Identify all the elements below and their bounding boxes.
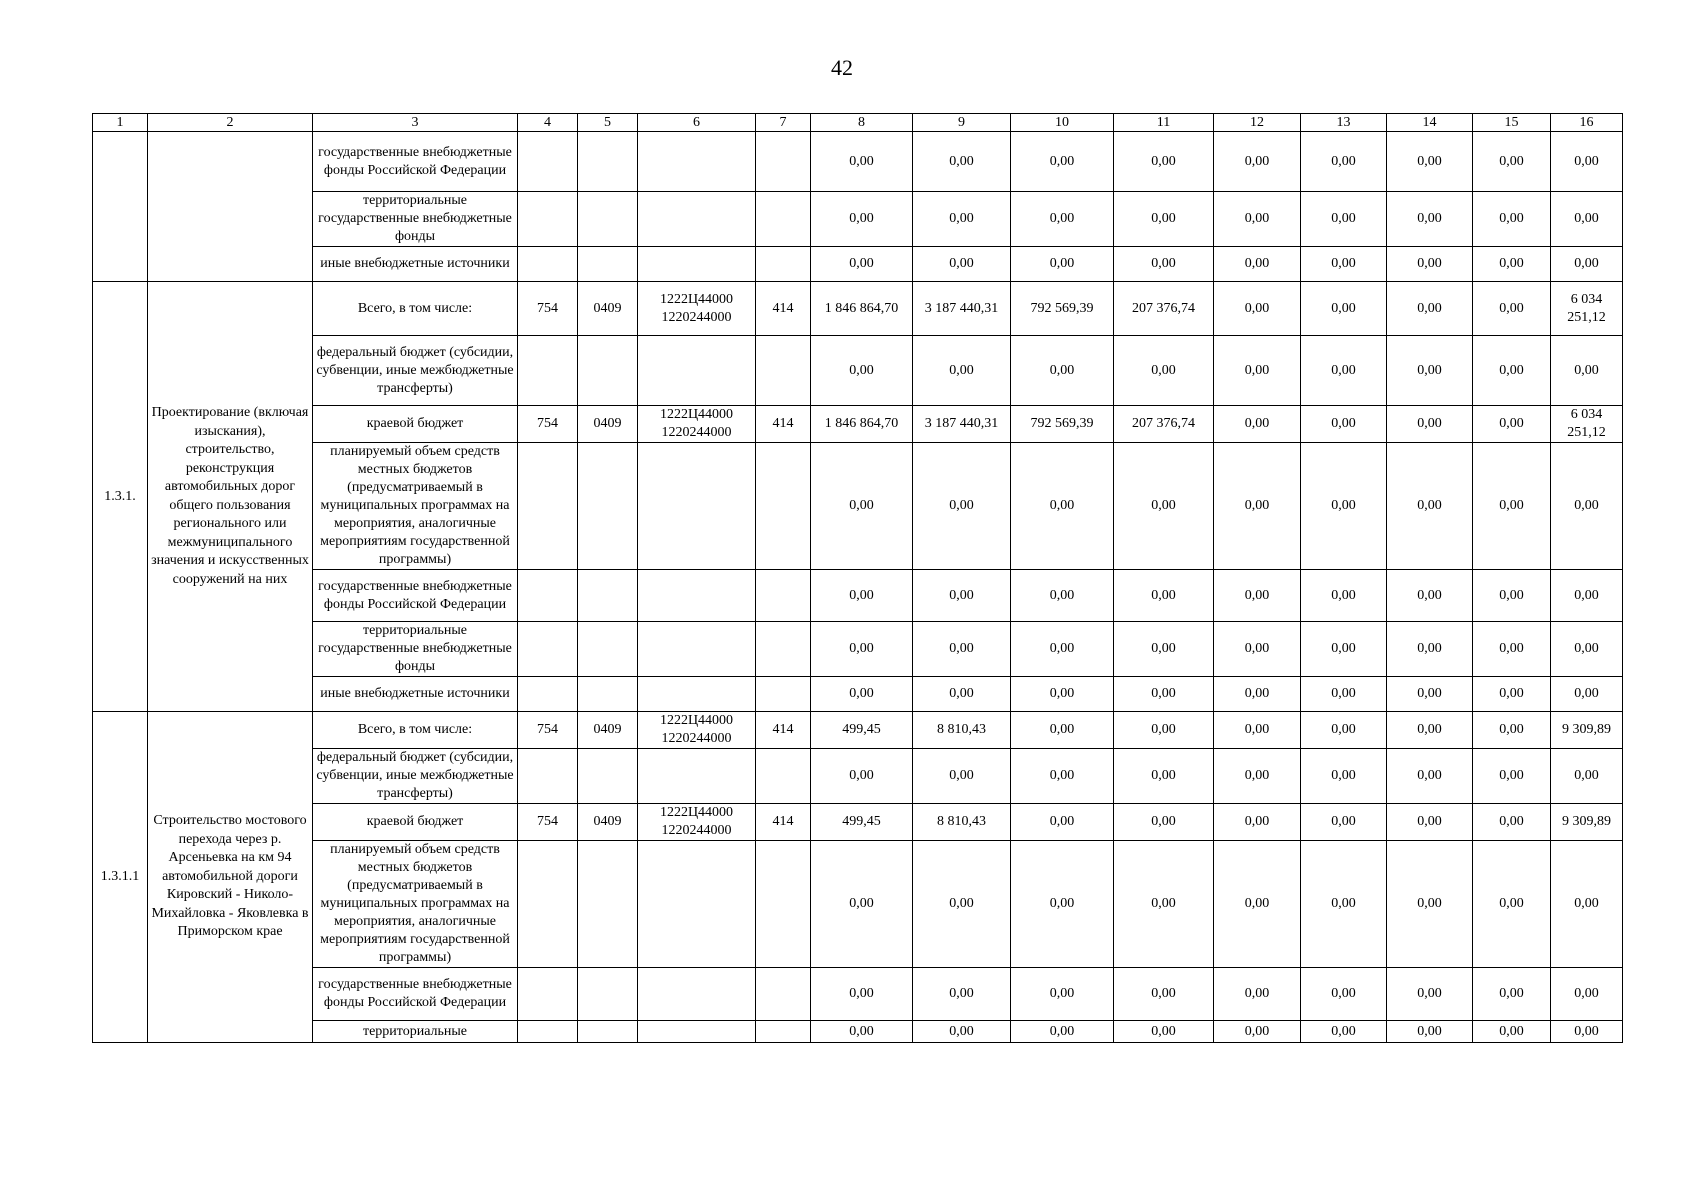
table-row — [93, 132, 1623, 192]
budget-code-cell — [638, 132, 756, 192]
expense-type: 414 — [756, 282, 811, 336]
amount-cell: 0,00 — [1473, 712, 1551, 749]
amount-cell: 0,00 — [1011, 841, 1114, 968]
budget-code-cell — [638, 247, 756, 282]
target-article — [638, 749, 756, 804]
amount-cell: 0,00 — [1011, 247, 1114, 282]
amount-cell: 0,00 — [913, 336, 1011, 406]
funding-source: планируемый объем средств местных бюджетов (предусматриваемый в муниципальных программах на мероприятия, аналогичные мероприятиям государственной программы) — [313, 443, 518, 570]
gov-code: 754 — [518, 804, 578, 841]
amount-cell: 0,00 — [1473, 968, 1551, 1021]
amount-cell: 0,00 — [1551, 968, 1623, 1021]
amount-cell: 0,00 — [1301, 406, 1387, 443]
funding-source: федеральный бюджет (субсидии, субвенции, иные межбюджетные трансферты) — [313, 749, 518, 804]
funding-source: территориальные — [313, 1021, 518, 1043]
amount-cell: 0,00 — [1114, 1021, 1214, 1043]
column-number: 12 — [1214, 114, 1301, 132]
amount-cell: 0,00 — [1301, 132, 1387, 192]
amount-cell: 0,00 — [811, 443, 913, 570]
amount-cell: 0,00 — [1114, 749, 1214, 804]
column-number: 4 — [518, 114, 578, 132]
item-code: 1.3.1. — [93, 282, 148, 712]
gov-code — [518, 968, 578, 1021]
amount-cell: 0,00 — [811, 192, 913, 247]
amount-cell: 0,00 — [913, 247, 1011, 282]
amount-cell: 792 569,39 — [1011, 406, 1114, 443]
amount-cell: 0,00 — [1301, 968, 1387, 1021]
funding-source: государственные внебюджетные фонды Российской Федерации — [313, 968, 518, 1021]
expense-type — [756, 1021, 811, 1043]
amount-cell: 0,00 — [1011, 712, 1114, 749]
amount-cell: 0,00 — [1114, 968, 1214, 1021]
section-code — [578, 749, 638, 804]
amount-cell: 0,00 — [1214, 132, 1301, 192]
budget-code-cell — [756, 247, 811, 282]
amount-cell: 0,00 — [1301, 841, 1387, 968]
budget-code-cell — [756, 132, 811, 192]
amount-cell: 9 309,89 — [1551, 804, 1623, 841]
funding-source: федеральный бюджет (субсидии, субвенции, иные межбюджетные трансферты) — [313, 336, 518, 406]
amount-cell: 0,00 — [1011, 968, 1114, 1021]
gov-code — [518, 841, 578, 968]
amount-cell: 0,00 — [1473, 1021, 1551, 1043]
amount-cell: 0,00 — [1301, 443, 1387, 570]
amount-cell: 0,00 — [1473, 247, 1551, 282]
funding-source: краевой бюджет — [313, 804, 518, 841]
amount-cell: 0,00 — [1214, 1021, 1301, 1043]
amount-cell: 0,00 — [1214, 247, 1301, 282]
amount-cell: 0,00 — [811, 336, 913, 406]
amount-cell: 0,00 — [1301, 712, 1387, 749]
amount-cell: 0,00 — [1011, 132, 1114, 192]
funding-source: территориальные государственные внебюджетные фонды — [313, 622, 518, 677]
section-code — [578, 968, 638, 1021]
amount-cell: 207 376,74 — [1114, 282, 1214, 336]
expense-type: 414 — [756, 712, 811, 749]
amount-cell: 0,00 — [1551, 677, 1623, 712]
table-row — [93, 247, 1623, 282]
amount-cell: 0,00 — [913, 132, 1011, 192]
amount-cell: 0,00 — [1551, 192, 1623, 247]
amount-cell: 1 846 864,70 — [811, 406, 913, 443]
column-number-row — [93, 114, 1623, 132]
section-code — [578, 443, 638, 570]
amount-cell: 0,00 — [1114, 192, 1214, 247]
expense-type — [756, 336, 811, 406]
expense-type — [756, 622, 811, 677]
column-number: 10 — [1011, 114, 1114, 132]
amount-cell: 0,00 — [1387, 677, 1473, 712]
amount-cell: 0,00 — [1551, 841, 1623, 968]
table-row — [93, 1021, 1623, 1043]
amount-cell: 0,00 — [1473, 192, 1551, 247]
amount-cell: 0,00 — [1011, 677, 1114, 712]
amount-cell: 792 569,39 — [1011, 282, 1114, 336]
amount-cell: 0,00 — [913, 677, 1011, 712]
amount-cell: 0,00 — [811, 749, 913, 804]
amount-cell: 0,00 — [1114, 841, 1214, 968]
amount-cell: 0,00 — [1473, 804, 1551, 841]
amount-cell: 0,00 — [1387, 406, 1473, 443]
amount-cell: 0,00 — [811, 132, 913, 192]
expense-type — [756, 570, 811, 622]
amount-cell: 0,00 — [913, 1021, 1011, 1043]
amount-cell: 0,00 — [811, 622, 913, 677]
column-number: 6 — [638, 114, 756, 132]
target-article — [638, 570, 756, 622]
column-number: 9 — [913, 114, 1011, 132]
column-number: 1 — [93, 114, 148, 132]
table-row — [93, 968, 1623, 1021]
amount-cell: 0,00 — [1214, 968, 1301, 1021]
table-row — [93, 570, 1623, 622]
funding-source: государственные внебюджетные фонды Российской Федерации — [313, 132, 518, 192]
funding-source: планируемый объем средств местных бюджетов (предусматриваемый в муниципальных программах на мероприятия, аналогичные мероприятиям государственной программы) — [313, 841, 518, 968]
funding-source: Всего, в том числе: — [313, 712, 518, 749]
amount-cell: 0,00 — [1214, 622, 1301, 677]
amount-cell: 207 376,74 — [1114, 406, 1214, 443]
funding-source: государственные внебюджетные фонды Российской Федерации — [313, 570, 518, 622]
amount-cell: 0,00 — [1387, 282, 1473, 336]
amount-cell: 1 846 864,70 — [811, 282, 913, 336]
gov-code: 754 — [518, 712, 578, 749]
section-code: 0409 — [578, 804, 638, 841]
amount-cell: 0,00 — [1214, 336, 1301, 406]
amount-cell: 3 187 440,31 — [913, 282, 1011, 336]
table-row — [93, 677, 1623, 712]
amount-cell: 0,00 — [1114, 247, 1214, 282]
amount-cell: 0,00 — [1011, 804, 1114, 841]
section-code: 0409 — [578, 282, 638, 336]
amount-cell: 0,00 — [1214, 677, 1301, 712]
target-article — [638, 968, 756, 1021]
amount-cell: 0,00 — [1387, 443, 1473, 570]
budget-code-cell — [518, 132, 578, 192]
amount-cell: 0,00 — [811, 968, 913, 1021]
item-name-cell — [148, 132, 313, 282]
amount-cell: 0,00 — [1387, 1021, 1473, 1043]
gov-code — [518, 677, 578, 712]
table-row — [93, 192, 1623, 247]
amount-cell: 0,00 — [1551, 443, 1623, 570]
amount-cell: 0,00 — [1301, 804, 1387, 841]
table-row — [93, 749, 1623, 804]
column-number: 15 — [1473, 114, 1551, 132]
expense-type — [756, 677, 811, 712]
expense-type: 414 — [756, 406, 811, 443]
amount-cell: 0,00 — [811, 570, 913, 622]
amount-cell: 0,00 — [1551, 749, 1623, 804]
column-number: 2 — [148, 114, 313, 132]
amount-cell: 0,00 — [1011, 1021, 1114, 1043]
amount-cell: 0,00 — [1473, 677, 1551, 712]
amount-cell: 0,00 — [1301, 749, 1387, 804]
column-number: 13 — [1301, 114, 1387, 132]
amount-cell: 0,00 — [1473, 282, 1551, 336]
amount-cell: 8 810,43 — [913, 712, 1011, 749]
table-row — [93, 406, 1623, 443]
amount-cell: 0,00 — [811, 1021, 913, 1043]
amount-cell: 0,00 — [1387, 712, 1473, 749]
table-row — [93, 804, 1623, 841]
amount-cell: 0,00 — [1114, 132, 1214, 192]
amount-cell: 0,00 — [913, 443, 1011, 570]
amount-cell: 0,00 — [913, 192, 1011, 247]
amount-cell: 0,00 — [811, 247, 913, 282]
column-number: 11 — [1114, 114, 1214, 132]
table-row — [93, 336, 1623, 406]
amount-cell: 0,00 — [1387, 570, 1473, 622]
amount-cell: 0,00 — [1301, 1021, 1387, 1043]
section-code — [578, 677, 638, 712]
amount-cell: 0,00 — [913, 622, 1011, 677]
amount-cell: 0,00 — [913, 749, 1011, 804]
amount-cell: 0,00 — [1387, 192, 1473, 247]
amount-cell: 0,00 — [1473, 132, 1551, 192]
section-code — [578, 570, 638, 622]
amount-cell: 0,00 — [1387, 749, 1473, 804]
target-article: 1222Ц44000 1220244000 — [638, 282, 756, 336]
amount-cell: 0,00 — [1473, 336, 1551, 406]
amount-cell: 0,00 — [1011, 336, 1114, 406]
amount-cell: 3 187 440,31 — [913, 406, 1011, 443]
amount-cell: 0,00 — [1387, 968, 1473, 1021]
amount-cell: 8 810,43 — [913, 804, 1011, 841]
table-row — [93, 622, 1623, 677]
budget-code-cell — [578, 192, 638, 247]
amount-cell: 0,00 — [1301, 570, 1387, 622]
amount-cell: 0,00 — [1551, 336, 1623, 406]
amount-cell: 0,00 — [1114, 570, 1214, 622]
gov-code — [518, 570, 578, 622]
amount-cell: 0,00 — [1214, 192, 1301, 247]
amount-cell: 0,00 — [1011, 570, 1114, 622]
table-row — [93, 841, 1623, 968]
section-code — [578, 1021, 638, 1043]
amount-cell: 0,00 — [1011, 192, 1114, 247]
target-article — [638, 841, 756, 968]
budget-code-cell — [578, 132, 638, 192]
amount-cell: 0,00 — [1387, 841, 1473, 968]
amount-cell: 0,00 — [1114, 336, 1214, 406]
expense-type: 414 — [756, 804, 811, 841]
budget-code-cell — [756, 192, 811, 247]
gov-code — [518, 1021, 578, 1043]
page-number: 42 — [831, 55, 853, 80]
amount-cell: 0,00 — [1011, 622, 1114, 677]
target-article — [638, 1021, 756, 1043]
funding-source: иные внебюджетные источники — [313, 247, 518, 282]
amount-cell: 0,00 — [1011, 749, 1114, 804]
amount-cell: 0,00 — [1301, 677, 1387, 712]
budget-code-cell — [518, 192, 578, 247]
amount-cell: 0,00 — [1301, 622, 1387, 677]
table-row — [93, 443, 1623, 570]
amount-cell: 0,00 — [1214, 443, 1301, 570]
column-number: 16 — [1551, 114, 1623, 132]
amount-cell: 0,00 — [1114, 622, 1214, 677]
amount-cell: 0,00 — [1473, 406, 1551, 443]
target-article: 1222Ц44000 1220244000 — [638, 406, 756, 443]
amount-cell: 0,00 — [1214, 841, 1301, 968]
target-article — [638, 677, 756, 712]
amount-cell: 0,00 — [1473, 841, 1551, 968]
amount-cell: 6 034 251,12 — [1551, 282, 1623, 336]
amount-cell: 0,00 — [1387, 336, 1473, 406]
column-number: 14 — [1387, 114, 1473, 132]
section-code: 0409 — [578, 406, 638, 443]
item-name: Строительство мостового перехода через р. Арсеньевка на км 94 автомобильной дороги Кировский - Николо-Михайловка - Яковлевка в Приморском крае — [148, 712, 313, 1043]
amount-cell: 0,00 — [1473, 570, 1551, 622]
column-number: 3 — [313, 114, 518, 132]
gov-code — [518, 749, 578, 804]
section-code — [578, 622, 638, 677]
expense-type — [756, 968, 811, 1021]
amount-cell: 0,00 — [1551, 1021, 1623, 1043]
budget-code-cell — [638, 192, 756, 247]
amount-cell: 0,00 — [1473, 622, 1551, 677]
amount-cell: 0,00 — [811, 841, 913, 968]
amount-cell: 0,00 — [811, 677, 913, 712]
amount-cell: 0,00 — [1214, 749, 1301, 804]
funding-source: Всего, в том числе: — [313, 282, 518, 336]
gov-code: 754 — [518, 282, 578, 336]
amount-cell: 0,00 — [1473, 749, 1551, 804]
amount-cell: 0,00 — [1114, 677, 1214, 712]
amount-cell: 9 309,89 — [1551, 712, 1623, 749]
amount-cell: 0,00 — [913, 968, 1011, 1021]
amount-cell: 0,00 — [1551, 247, 1623, 282]
amount-cell: 0,00 — [1214, 804, 1301, 841]
section-code — [578, 336, 638, 406]
amount-cell: 0,00 — [1551, 570, 1623, 622]
column-number: 8 — [811, 114, 913, 132]
amount-cell: 0,00 — [913, 841, 1011, 968]
gov-code — [518, 336, 578, 406]
funding-source: территориальные государственные внебюджетные фонды — [313, 192, 518, 247]
amount-cell: 0,00 — [1214, 406, 1301, 443]
amount-cell: 6 034 251,12 — [1551, 406, 1623, 443]
amount-cell: 0,00 — [1301, 192, 1387, 247]
section-code — [578, 841, 638, 968]
amount-cell: 0,00 — [1387, 132, 1473, 192]
amount-cell: 499,45 — [811, 712, 913, 749]
amount-cell: 0,00 — [1301, 336, 1387, 406]
amount-cell: 0,00 — [1114, 443, 1214, 570]
amount-cell: 0,00 — [1387, 622, 1473, 677]
amount-cell: 0,00 — [913, 570, 1011, 622]
item-code: 1.3.1.1 — [93, 712, 148, 1043]
target-article: 1222Ц44000 1220244000 — [638, 712, 756, 749]
budget-code-cell — [578, 247, 638, 282]
funding-source: иные внебюджетные источники — [313, 677, 518, 712]
amount-cell: 0,00 — [1301, 247, 1387, 282]
column-number: 5 — [578, 114, 638, 132]
amount-cell: 0,00 — [1387, 247, 1473, 282]
column-number: 7 — [756, 114, 811, 132]
funding-source: краевой бюджет — [313, 406, 518, 443]
target-article — [638, 622, 756, 677]
amount-cell: 0,00 — [1551, 132, 1623, 192]
gov-code — [518, 622, 578, 677]
target-article — [638, 443, 756, 570]
budget-table — [92, 113, 1623, 1043]
item-code-cell — [93, 132, 148, 282]
amount-cell: 0,00 — [1114, 804, 1214, 841]
amount-cell: 0,00 — [1551, 622, 1623, 677]
table-row — [93, 712, 1623, 749]
amount-cell: 0,00 — [1011, 443, 1114, 570]
expense-type — [756, 841, 811, 968]
expense-type — [756, 443, 811, 570]
amount-cell: 0,00 — [1214, 282, 1301, 336]
section-code: 0409 — [578, 712, 638, 749]
amount-cell: 0,00 — [1473, 443, 1551, 570]
amount-cell: 499,45 — [811, 804, 913, 841]
budget-code-cell — [518, 247, 578, 282]
amount-cell: 0,00 — [1387, 804, 1473, 841]
table-row — [93, 282, 1623, 336]
amount-cell: 0,00 — [1114, 712, 1214, 749]
amount-cell: 0,00 — [1301, 282, 1387, 336]
gov-code — [518, 443, 578, 570]
target-article: 1222Ц44000 1220244000 — [638, 804, 756, 841]
item-name: Проектирование (включая изыскания), строительство, реконструкция автомобильных дорог общего пользования регионального или межмуниципального значения и искусственных сооружений на них — [148, 282, 313, 712]
gov-code: 754 — [518, 406, 578, 443]
target-article — [638, 336, 756, 406]
expense-type — [756, 749, 811, 804]
amount-cell: 0,00 — [1214, 570, 1301, 622]
amount-cell: 0,00 — [1214, 712, 1301, 749]
